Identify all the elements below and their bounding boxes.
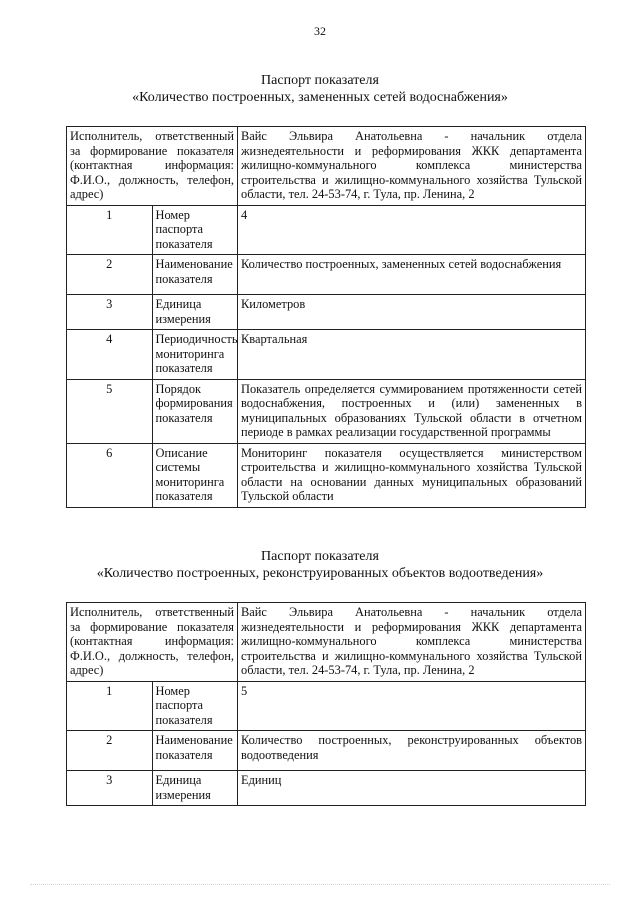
passport-2-subtitle: «Количество построенных, реконструированных объектов водоотведения» (96, 566, 544, 581)
row-value: Мониторинг показателя осуществляется министерством строительства и жилищно-коммунального хозяйства Тульской области на основании данных муниципальных образований Тульской области (238, 443, 586, 507)
row-label: Порядок формирования показателя (152, 379, 238, 443)
row-label: Описание системы мониторинга показателя (152, 443, 238, 507)
row-value: Количество построенных, замененных сетей водоснабжения (238, 255, 586, 295)
executor-label: Исполнитель, ответственный за формирование показателя (контактная информация: Ф.И.О., должность, телефон, адрес) (67, 127, 238, 206)
passport-1-subtitle: «Количество построенных, замененных сетей водоснабжения» (132, 90, 508, 105)
table-row (67, 205, 586, 255)
table-row (67, 255, 586, 295)
table-row (67, 603, 586, 682)
row-number: 2 (67, 255, 153, 295)
executor-value: Вайс Эльвира Анатольевна - начальник отдела жизнедеятельности и реформирования ЖКК департамента жилищно-коммунального комплекса министерства строительства и жилищно-коммунального хозяйства Тульской области, тел. 24-53-74, г. Тула, пр. Ленина, 2 (238, 603, 586, 682)
row-value: Квартальная (238, 330, 586, 380)
executor-value: Вайс Эльвира Анатольевна - начальник отдела жизнедеятельности и реформирования ЖКК департамента жилищно-коммунального комплекса министерства строительства и жилищно-коммунального хозяйства Тульской области, тел. 24-53-74, г. Тула, пр. Ленина, 2 (238, 127, 586, 206)
scan-artifact-line (30, 884, 610, 886)
passport-1-title: Паспорт показателя (261, 73, 379, 88)
table-row (67, 443, 586, 507)
row-number: 1 (67, 205, 153, 255)
row-number: 4 (67, 330, 153, 380)
table-row (67, 127, 586, 206)
row-value: Показатель определяется суммированием протяженности сетей водоснабжения, построенных и (или) замененных в муниципальных образованиях Тульской области в отчетном периоде в рамках реализации государственной программы (238, 379, 586, 443)
row-value: Количество построенных, реконструированных объектов водоотведения (238, 731, 586, 771)
row-value: Километров (238, 295, 586, 330)
table-row (67, 771, 586, 806)
row-label: Номер паспорта показателя (152, 681, 238, 731)
row-label: Наименование показателя (152, 255, 238, 295)
passport-1-table (66, 126, 586, 508)
row-value: 4 (238, 205, 586, 255)
row-label: Номер паспорта показателя (152, 205, 238, 255)
table-row (67, 295, 586, 330)
passport-2-heading (0, 548, 640, 582)
passport-2-table (66, 602, 586, 806)
table-row (67, 330, 586, 380)
row-label: Единица измерения (152, 295, 238, 330)
row-label: Наименование показателя (152, 731, 238, 771)
passport-1-heading (0, 72, 640, 106)
row-number: 1 (67, 681, 153, 731)
table-row (67, 379, 586, 443)
row-number: 6 (67, 443, 153, 507)
row-number: 3 (67, 295, 153, 330)
row-number: 2 (67, 731, 153, 771)
row-value: Единиц (238, 771, 586, 806)
table-row (67, 731, 586, 771)
row-value: 5 (238, 681, 586, 731)
row-number: 3 (67, 771, 153, 806)
passport-2-title: Паспорт показателя (261, 549, 379, 564)
executor-label: Исполнитель, ответственный за формирование показателя (контактная информация: Ф.И.О., должность, телефон, адрес) (67, 603, 238, 682)
row-number: 5 (67, 379, 153, 443)
page-number: 32 (314, 24, 326, 38)
table-row (67, 681, 586, 731)
row-label: Единица измерения (152, 771, 238, 806)
row-label: Периодичность мониторинга показателя (152, 330, 238, 380)
